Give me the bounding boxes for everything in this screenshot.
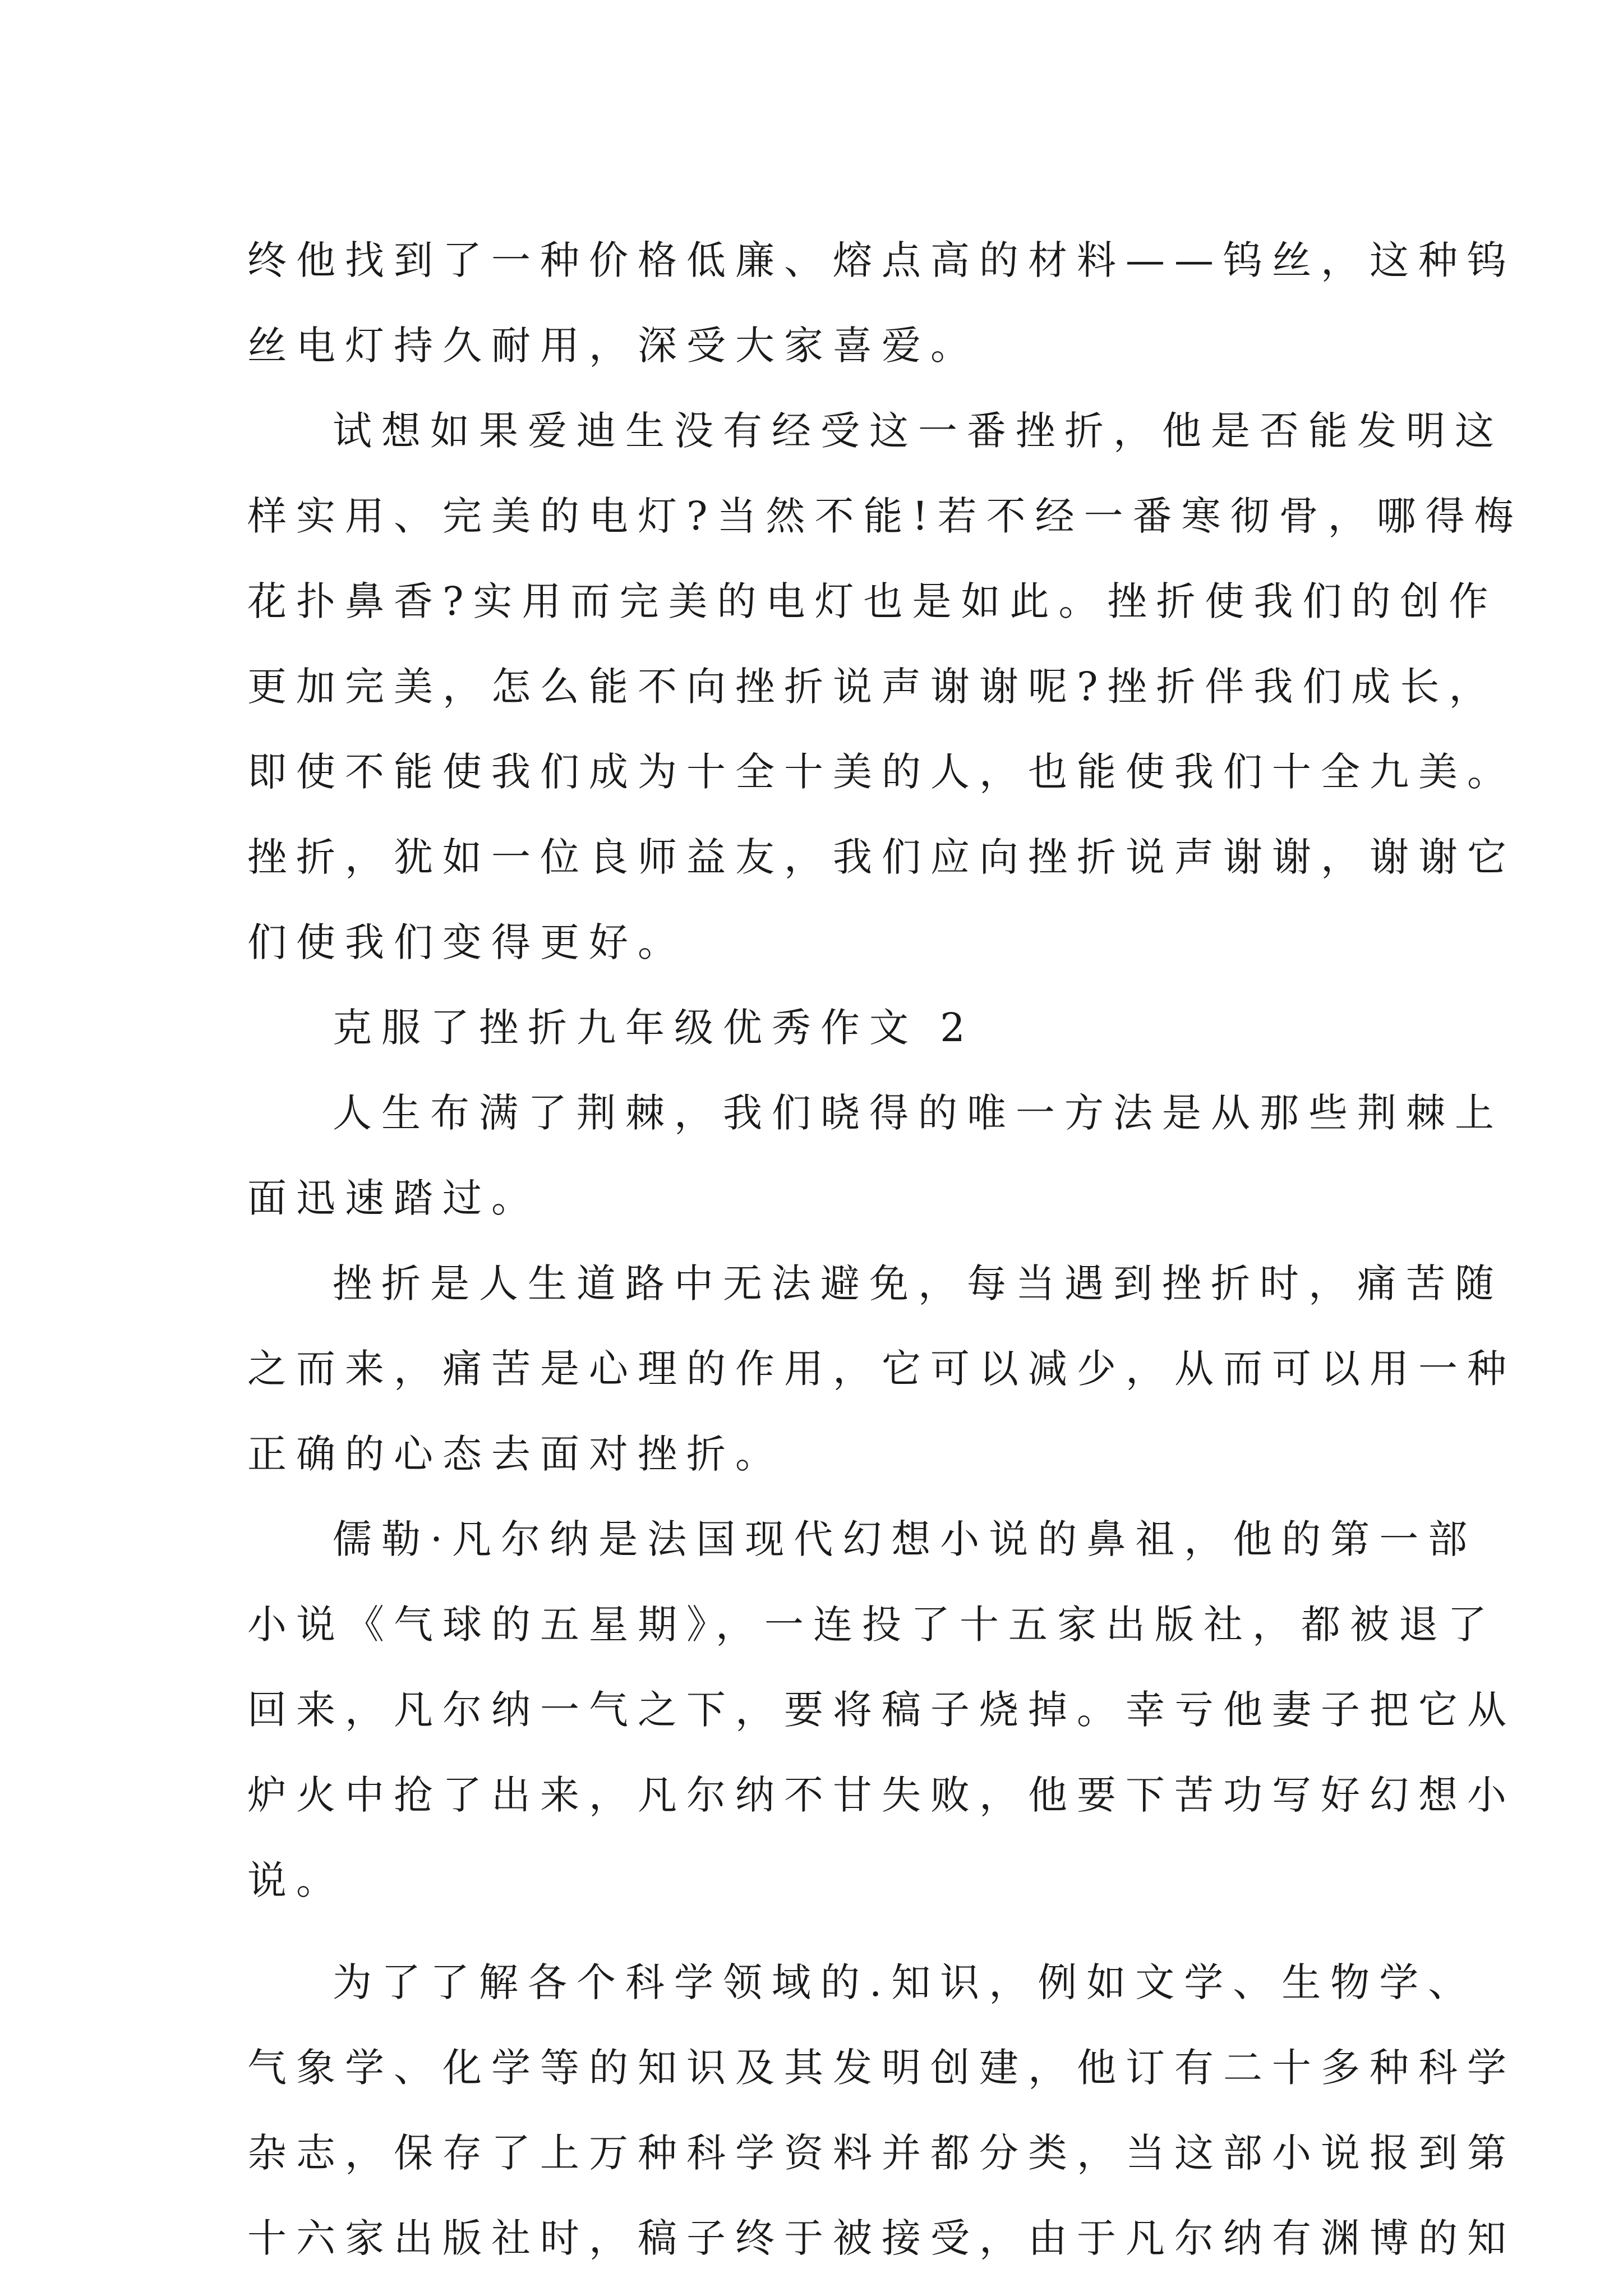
text-line: 气象学、化学等的知识及其发明创建，他订有二十多种科学 (247, 2045, 1516, 2091)
text-line: 们使我们变得更好。 (247, 919, 686, 965)
paragraph-gap (247, 1923, 1403, 1940)
text-line: 即使不能使我们成为十全十美的人，也能使我们十全九美。 (247, 749, 1516, 795)
text-line: 丝电灯持久耐用，深受大家喜爱。 (247, 323, 979, 369)
text-line: 说。 (247, 1857, 345, 1903)
text-line: 更加完美，怎么能不向挫折说声谢谢呢?挫折伴我们成长， (247, 664, 1498, 710)
text-line: 小说《气球的五星期》，一连投了十五家出版社，都被退了 (247, 1602, 1496, 1648)
text-line: 十六家出版社时，稿子终于被接受，由于凡尔纳有渊博的知 (247, 2215, 1516, 2261)
section-heading: 克服了挫折九年级优秀作文 2 (333, 1005, 975, 1051)
paragraph-start: 儒勒·凡尔纳是法国现代幻想小说的鼻祖，他的第一部 (333, 1516, 1477, 1562)
text-line: 挫折，犹如一位良师益友，我们应向挫折说声谢谢，谢谢它 (247, 834, 1516, 880)
paragraph-start: 为了了解各个科学领域的.知识，例如文学、生物学、 (333, 1959, 1477, 2005)
text-line: 炉火中抢了出来，凡尔纳不甘失败，他要下苦功写好幻想小 (247, 1772, 1516, 1818)
text-line: 花扑鼻香?实用而完美的电灯也是如此。挫折使我们的创作 (247, 578, 1498, 624)
text-line: 之而来，痛苦是心理的作用，它可以减少，从而可以用一种 (247, 1346, 1516, 1392)
text-line: 样实用、完美的电灯?当然不能!若不经一番寒彻骨，哪得梅 (247, 493, 1523, 539)
text-line: 正确的心态去面对挫折。 (247, 1431, 784, 1477)
text-line: 杂志，保存了上万种科学资料并都分类，当这部小说报到第 (247, 2130, 1516, 2176)
paragraph-start: 试想如果爱迪生没有经受这一番挫折，他是否能发明这 (333, 408, 1504, 454)
paragraph-start: 挫折是人生道路中无法避免，每当遇到挫折时，痛苦随 (333, 1260, 1504, 1306)
text-line: 回来，凡尔纳一气之下，要将稿子烧掉。幸亏他妻子把它从 (247, 1687, 1516, 1733)
text-line: 面迅速踏过。 (247, 1175, 540, 1221)
paragraph-start: 人生布满了荆棘，我们晓得的唯一方法是从那些荆棘上 (333, 1090, 1504, 1136)
text-line: 终他找到了一种价格低廉、熔点高的材料——钨丝，这种钨 (247, 237, 1516, 283)
document-body (247, 218, 1523, 2281)
